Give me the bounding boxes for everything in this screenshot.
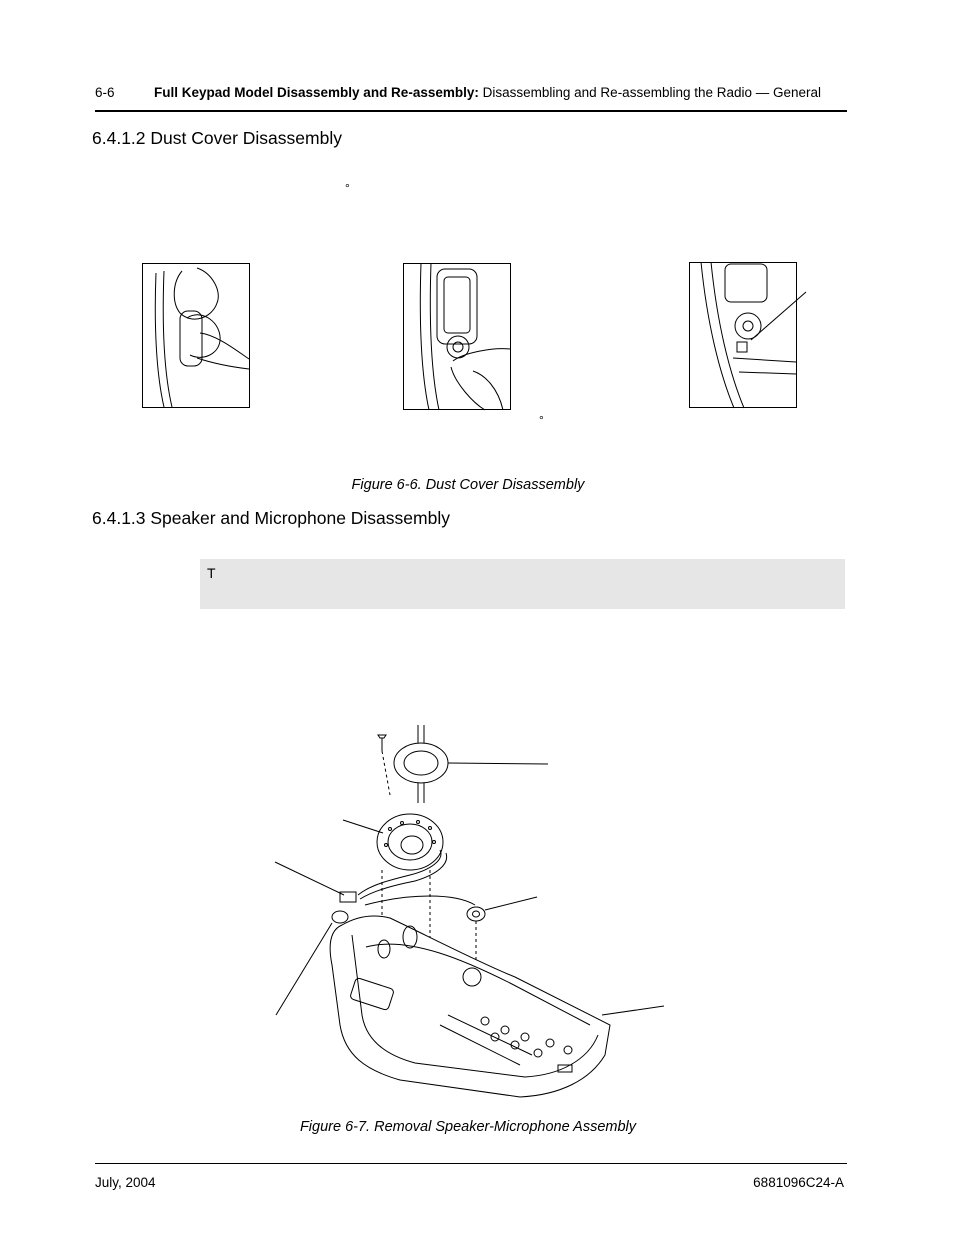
header-rule — [95, 110, 847, 112]
footer-doc-number: 6881096C24-A — [753, 1175, 844, 1190]
section-heading-speaker-mic: 6.4.1.3 Speaker and Microphone Disassembly — [92, 508, 450, 528]
note-text: T — [207, 565, 216, 581]
dust-cover-panel-1 — [142, 263, 250, 408]
page-header — [95, 85, 847, 100]
dust-cover-panel-3 — [689, 262, 814, 408]
header-title-rest: Disassembling and Re-assembling the Radio — General — [482, 85, 822, 100]
figure-caption-6-7: Figure 6-7. Removal Speaker-Microphone Assembly — [299, 1119, 637, 1135]
page-number: 6-6 — [95, 85, 115, 100]
degree-mark: ° — [539, 413, 544, 427]
footer-date: July, 2004 — [95, 1175, 156, 1190]
speaker-microphone-assembly-diagram — [270, 725, 670, 1115]
degree-mark: ° — [345, 181, 350, 195]
figure-caption-6-6: Figure 6-6. Dust Cover Disassembly — [351, 477, 585, 493]
footer-rule — [95, 1163, 847, 1164]
header-title-bold: Full Keypad Model Disassembly and Re-assembly: — [154, 85, 479, 100]
dust-cover-panel-2 — [403, 263, 511, 410]
note-box — [200, 559, 845, 609]
section-heading-dust-cover: 6.4.1.2 Dust Cover Disassembly — [92, 128, 342, 148]
